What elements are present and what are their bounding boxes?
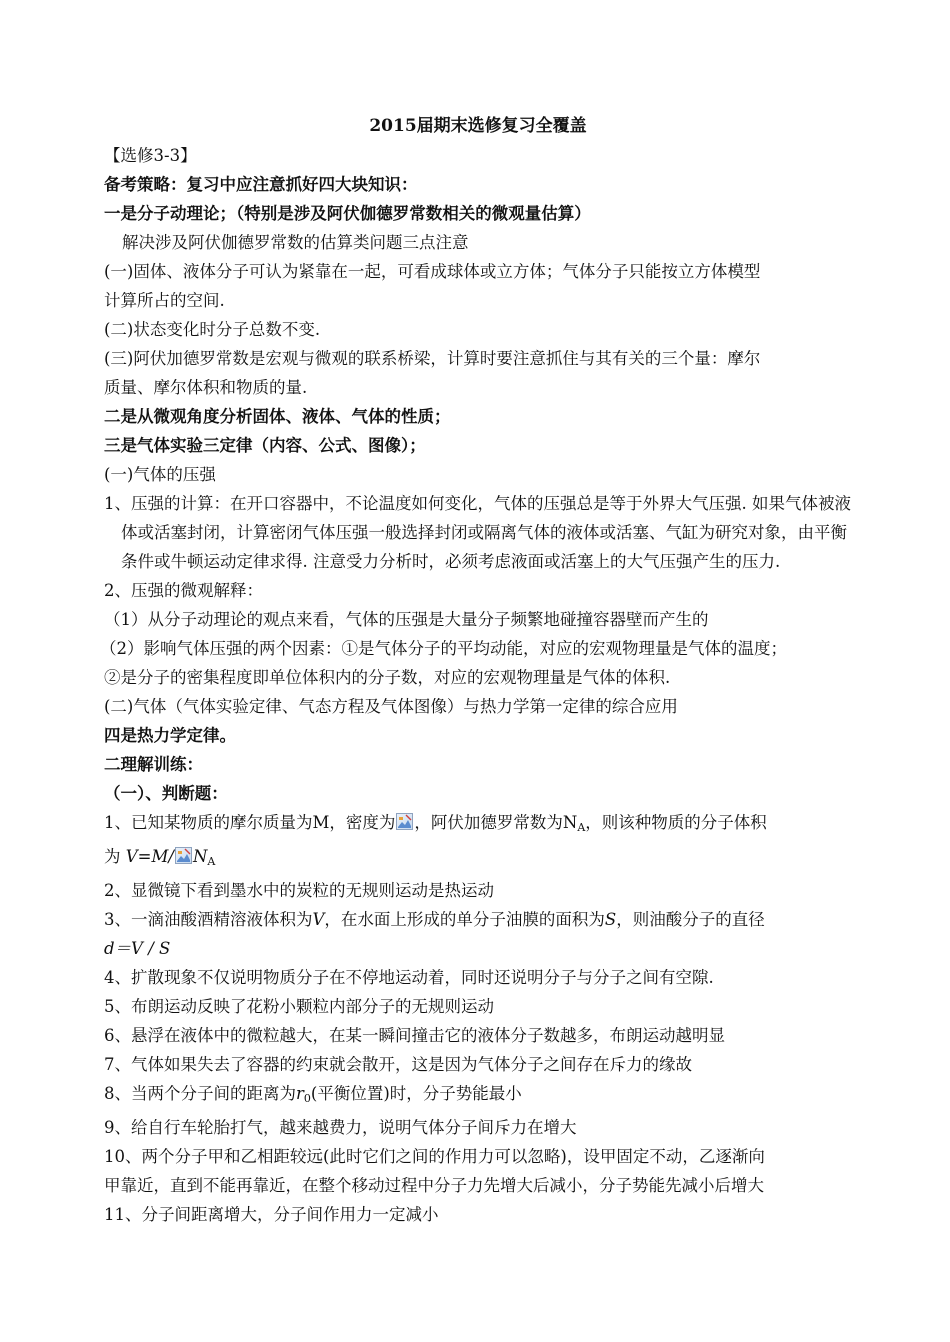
question-9: 9、给自行车轮胎打气，越来越费力，说明气体分子间斥力在增大 xyxy=(104,1118,577,1137)
pressure-micro-heading: 2、压强的微观解释： xyxy=(104,581,263,600)
point-3-line-b: 质量、摩尔体积和物质的量. xyxy=(104,378,308,397)
part1-heading: 一是分子动理论；（特别是涉及阿伏伽德罗常数相关的微观量估算） xyxy=(104,204,591,223)
question-4: 4、扩散现象不仅说明物质分子在不停地运动着，同时还说明分子与分子之间有空隙. xyxy=(104,968,714,987)
part1-intro: 解决涉及阿伏伽德罗常数的估算类问题三点注意 xyxy=(122,233,469,252)
broken-image-icon xyxy=(175,847,192,864)
point-1-line-b: 计算所占的空间. xyxy=(104,291,225,310)
question-5: 5、布朗运动反映了花粉小颗粒内部分子的无规则运动 xyxy=(104,997,494,1016)
question-7: 7、气体如果失去了容器的约束就会散开，这是因为气体分子之间存在斥力的缘故 xyxy=(104,1055,692,1074)
q8-text-b: (平衡位置)时，分子势能最小 xyxy=(310,1084,522,1103)
question-8 xyxy=(104,1079,852,1113)
q8-subscript: 0 xyxy=(303,1092,311,1105)
question-10-line-a: 10、两个分子甲和乙相距较远(此时它们之间的作用力可以忽略)，设甲固定不动，乙逐渐向 xyxy=(104,1147,765,1166)
pressure-calculation: 1、压强的计算：在开口容器中，不论温度如何变化，气体的压强总是等于外界大气压强. 如果气体被液体或活塞封闭，计算密闭气体压强一般选择封闭或隔离气体的液体或活塞、气缸为研究对象，由平衡条件或牛顿运动定律求得. 注意受力分析时，必须考虑液面或活塞上的大气压强产生的压力. xyxy=(104,494,851,571)
document-content xyxy=(100,112,852,1229)
q1-subscript-b: A xyxy=(207,855,216,868)
part4-heading: 四是热力学定律。 xyxy=(104,726,236,745)
pressure-micro-2-line-b: ②是分子的密集程度即单位体积内的分子数，对应的宏观物理量是气体的体积. xyxy=(104,668,671,687)
judgement-heading: （一）、判断题： xyxy=(104,784,228,803)
q1-formula: V=M/ xyxy=(125,847,174,866)
question-6: 6、悬浮在液体中的微粒越大，在某一瞬间撞击它的液体分子数越多，布朗运动越明显 xyxy=(104,1026,725,1045)
pressure-heading: (一)气体的压强 xyxy=(104,465,216,484)
q3-text-a: 3、一滴油酸酒精溶液体积为 xyxy=(104,910,313,929)
q8-var-r: r xyxy=(296,1084,304,1103)
q3-text-c: ，则油酸分子的直径 xyxy=(616,910,765,929)
pressure-micro-1: （1）从分子动理论的观点来看，气体的压强是大量分子频繁地碰撞容器壁而产生的 xyxy=(104,610,709,629)
gas-thermo-combined: (二)气体（气体实验定律、气态方程及气体图像）与热力学第一定律的综合应用 xyxy=(104,697,678,716)
section-tag: 【选修3-3】 xyxy=(104,146,197,165)
part2-heading: 二是从微观角度分析固体、液体、气体的性质； xyxy=(104,407,451,426)
question-10-line-b: 甲靠近，直到不能再靠近，在整个移动过程中分子力先增大后减小，分子势能先减小后增大 xyxy=(104,1176,764,1195)
q3-text-b: ，在水面上形成的单分子油膜的面积为 xyxy=(324,910,605,929)
question-3-line-a xyxy=(104,905,852,934)
point-2: (二)状态变化时分子总数不变. xyxy=(104,320,321,339)
question-2: 2、显微镜下看到墨水中的炭粒的无规则运动是热运动 xyxy=(104,881,494,900)
question-3-line-b: d＝V / S xyxy=(104,939,171,958)
broken-image-icon xyxy=(396,813,413,830)
pressure-micro-2-line-a: （2）影响气体压强的两个因素：①是气体分子的平均动能，对应的宏观物理量是气体的温度； xyxy=(100,639,787,658)
point-1-line-a: (一)固体、液体分子可认为紧靠在一起，可看成球体或立方体；气体分子只能按立方体模型 xyxy=(104,262,761,281)
question-1-line-b xyxy=(104,842,852,876)
q1-subscript-a: A xyxy=(577,821,586,834)
training-heading: 二理解训练： xyxy=(104,755,203,774)
q1-formula-n: N xyxy=(192,847,208,866)
q8-text-a: 8、当两个分子间的距离为 xyxy=(104,1084,296,1103)
question-1-line-a xyxy=(104,808,852,842)
question-11: 11、分子间距离增大，分子间作用力一定减小 xyxy=(104,1205,439,1224)
q1-text-c: ，则该种物质的分子体积 xyxy=(585,813,767,832)
q3-var-s: S xyxy=(604,910,617,929)
point-3-line-a: (三)阿伏加德罗常数是宏观与微观的联系桥梁，计算时要注意抓住与其有关的三个量：摩尔 xyxy=(104,349,761,368)
q3-var-v: V xyxy=(312,910,325,929)
q1-text-d: 为 xyxy=(104,847,126,866)
strategy-heading: 备考策略：复习中应注意抓好四大块知识： xyxy=(104,175,418,194)
q1-text-b: ，阿伏加德罗常数为N xyxy=(414,813,578,832)
doc-title: 2015届期末选修复习全覆盖 xyxy=(369,116,587,136)
part3-heading: 三是气体实验三定律（内容、公式、图像）； xyxy=(104,436,426,455)
q1-text-a: 1、已知某物质的摩尔质量为M，密度为 xyxy=(104,813,396,832)
